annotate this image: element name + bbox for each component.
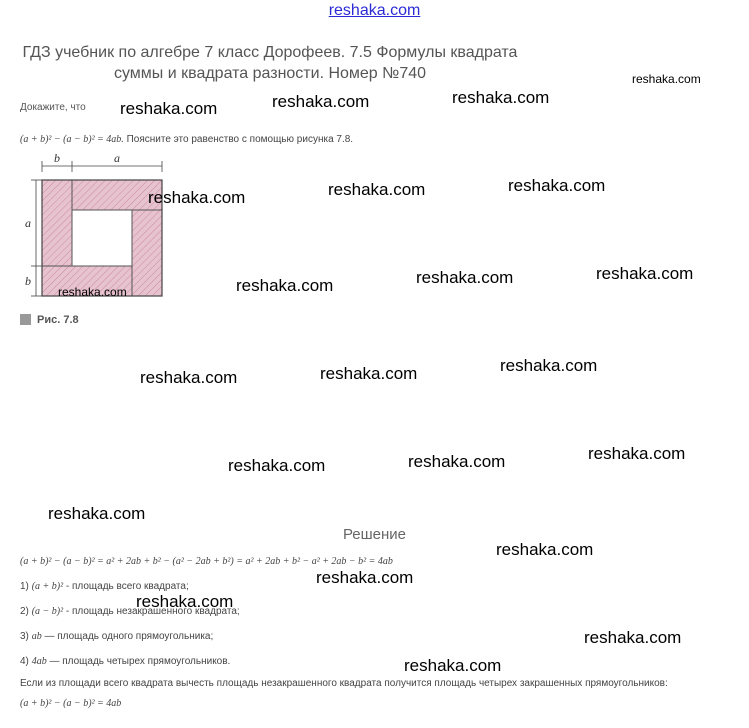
label-b-top: b [54, 152, 60, 165]
watermark: reshaka.com [316, 568, 414, 587]
watermark: reshaka.com [408, 452, 506, 471]
watermark: reshaka.com [120, 99, 218, 118]
rect-left [42, 180, 72, 266]
rect-right [132, 210, 162, 296]
site-link[interactable]: reshaka.com [328, 2, 421, 19]
solution-item: 3) ab — площадь одного прямоугольника; [20, 631, 214, 642]
figure-caption: Рис. 7.8 [37, 314, 79, 326]
watermark: reshaka.com [496, 540, 594, 559]
watermark: reshaka.com [48, 504, 146, 523]
solution-item: 4) 4ab — площадь четырех прямоугольников. [20, 656, 231, 667]
watermark: reshaka.com [588, 444, 686, 463]
watermark: reshaka.com [140, 368, 238, 387]
solution-conclusion: Если из площади всего квадрата вычесть площадь незакрашенного квадрата получится площадь четырех закрашенных прямоугольников: [20, 678, 668, 689]
page-title: ГДЗ учебник по алгебре 7 класс Дорофеев. 7.5 Формулы квадрата суммы и квадрата разности. Номер №740 [22, 44, 518, 82]
solution-item: 1) (a + b)² - площадь всего квадрата; [20, 581, 189, 592]
task-explain: Поясните это равенство с помощью рисунка 7.8. [126, 134, 354, 145]
solution-heading: Решение [342, 526, 407, 543]
watermark: reshaka.com [136, 592, 234, 611]
watermark: reshaka.com [500, 356, 598, 375]
label-a-left: a [25, 216, 31, 230]
label-b-left: b [25, 274, 31, 288]
watermark: reshaka.com [404, 656, 502, 675]
watermark: reshaka.com [148, 188, 246, 207]
inner-square [72, 210, 132, 266]
label-a-top: a [114, 152, 120, 165]
watermark: reshaka.com [58, 285, 127, 299]
watermark: reshaka.com [596, 264, 694, 283]
watermark: reshaka.com [228, 456, 326, 475]
watermark: reshaka.com [320, 364, 418, 383]
solution-main-equation: (a + b)² − (a − b)² = a² + 2ab + b² − (a² − 2ab + b²) = a² + 2ab + b² − a² + 2ab − b² = 4ab [20, 556, 393, 567]
caption-marker [20, 314, 31, 325]
solution-final-equation: (a + b)² − (a − b)² = 4ab [20, 698, 122, 709]
task-prompt: Докажите, что [20, 102, 86, 113]
figure-7-8 [20, 152, 170, 302]
solution-item: 2) (a − b)² - площадь незакрашенного квадрата; [20, 606, 240, 617]
watermark: reshaka.com [452, 88, 550, 107]
watermark: reshaka.com [236, 276, 334, 295]
watermark: reshaka.com [584, 628, 682, 647]
task-equation: (a + b)² − (a − b)² = 4ab. [20, 134, 124, 145]
watermark: reshaka.com [416, 268, 514, 287]
watermark: reshaka.com [272, 92, 370, 111]
watermark: reshaka.com [632, 72, 701, 86]
watermark: reshaka.com [328, 180, 426, 199]
task-line [20, 134, 353, 145]
watermark: reshaka.com [508, 176, 606, 195]
